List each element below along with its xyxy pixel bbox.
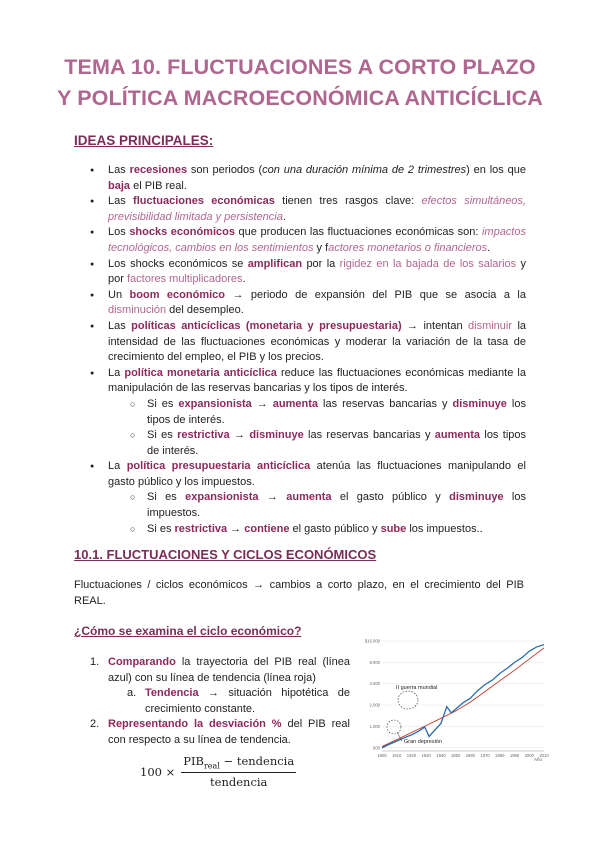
x-tick-label: 2000 — [524, 753, 534, 758]
x-tick-label: 1920 — [406, 753, 417, 758]
page-title-line-1: TEMA 10. FLUCTUACIONES A CORTO PLAZO — [64, 55, 536, 79]
list-item: 1. Comparando la trayectoria del PIB real (línea azul) con su línea de tendencia (línea roja) — [90, 656, 350, 684]
series-line-pib-real — [382, 645, 544, 748]
x-tick-label: 1990 — [509, 753, 520, 758]
wwii-highlight — [398, 691, 418, 709]
x-tick-label: 1970 — [480, 753, 490, 758]
y-tick-label: $16.000 — [364, 638, 380, 644]
x-tick-label: 2010 — [539, 753, 549, 758]
annotation-depression: Gran depresión — [404, 739, 442, 745]
page-title — [0, 52, 600, 114]
annotation-wwii: II guerra mundial — [396, 685, 438, 691]
list-item: ● Las recesiones son periodos (con una duración mínima de 2 trimestres) en los que baja el PIB real. — [90, 163, 526, 194]
gdp-trend-chart — [358, 635, 550, 763]
section-heading: 10.1. FLUCTUACIONES Y CICLOS ECONÓMICOS — [74, 547, 377, 562]
y-tick-label: 4.000 — [369, 681, 380, 687]
list-subitem: ○ Si es expansionista → aumenta las reservas bancarias y disminuye los tipos de interés. — [90, 397, 526, 428]
x-tick-label: 1950 — [450, 753, 461, 758]
list-subitem: a. Tendencia → situación hipotética de crecimiento constante. — [127, 687, 350, 715]
y-tick-label: 500 — [373, 745, 380, 751]
formula-prefix: 100 × — [140, 764, 176, 779]
list-item: 2. Representando la desviación % del PIB real con respecto a su línea de tendencia. — [90, 718, 350, 746]
ideas-heading: IDEAS PRINCIPALES: — [74, 133, 214, 148]
list-item: ● Las fluctuaciones económicas tienen tres rasgos clave: efectos simultáneos, previsibilidad limitada y persistencia. — [90, 194, 526, 225]
x-tick-label: 1910 — [392, 753, 402, 758]
list-item: ● Los shocks económicos que producen las fluctuaciones económicas son: impactos tecnológicos, cambios en los sentimientos y factores monetarios o financieros. — [90, 225, 526, 256]
x-tick-label: 1940 — [436, 753, 446, 758]
list-item: ● La política presupuestaria anticíclica atenúa las fluctuaciones manipulando el gasto público y los impuestos. — [90, 459, 526, 490]
formula-numerator: $PIB_{real}$ − tendencia — [181, 754, 296, 773]
deviation-formula — [140, 754, 296, 789]
formula-fraction — [181, 754, 296, 789]
exam-list — [90, 655, 350, 748]
x-axis-label: Año — [534, 757, 543, 762]
x-tick-label: 1930 — [421, 753, 431, 758]
list-subitem: ○ Si es expansionista → aumenta el gasto público y disminuye los impuestos. — [90, 490, 526, 521]
x-tick-label: 1980 — [495, 753, 505, 758]
page-title-line-2: Y POLÍTICA MACROECONÓMICA ANTICÍCLICA — [57, 86, 543, 110]
list-subitem: ○ Si es restrictiva → contiene el gasto público y sube los impuestos.. — [90, 522, 526, 538]
section-paragraph: Fluctuaciones / ciclos económicos → cambios a corto plazo, en el crecimiento del PIB REAL. — [74, 579, 524, 607]
series-line-tendencia — [382, 648, 544, 747]
list-item: ● Un boom económico → periodo de expansión del PIB que se asocia a la disminución del desempleo. — [90, 288, 526, 319]
ideas-list — [90, 163, 526, 537]
list-item: ● Los shocks económicos se amplifican por la rigidez en la bajada de los salarios y por factores multiplicadores. — [90, 257, 526, 288]
list-subitem: ○ Si es restrictiva → disminuye las reservas bancarias y aumenta los tipos de interés. — [90, 428, 526, 459]
y-tick-label: 8.000 — [369, 659, 380, 665]
y-tick-label: 1.000 — [369, 723, 380, 729]
depression-highlight — [387, 720, 401, 734]
list-item: ● La política monetaria anticíclica reduce las fluctuaciones económicas mediante la manipulación de las reservas bancarias y los tipos de interés. — [90, 366, 526, 397]
exam-heading: ¿Cómo se examina el ciclo económico? — [74, 624, 302, 638]
x-tick-label: 1960 — [465, 753, 476, 758]
formula-denominator: tendencia — [210, 775, 268, 790]
x-tick-label: 1900 — [377, 753, 387, 758]
list-item: ● Las políticas anticíclicas (monetaria y presupuestaria) → intentan disminuir la intensidad de las fluctuaciones económicas y moderar la variación de la tasa de crecimiento del empleo, el PIB y los precios. — [90, 319, 526, 366]
y-tick-label: 2.000 — [369, 702, 380, 708]
